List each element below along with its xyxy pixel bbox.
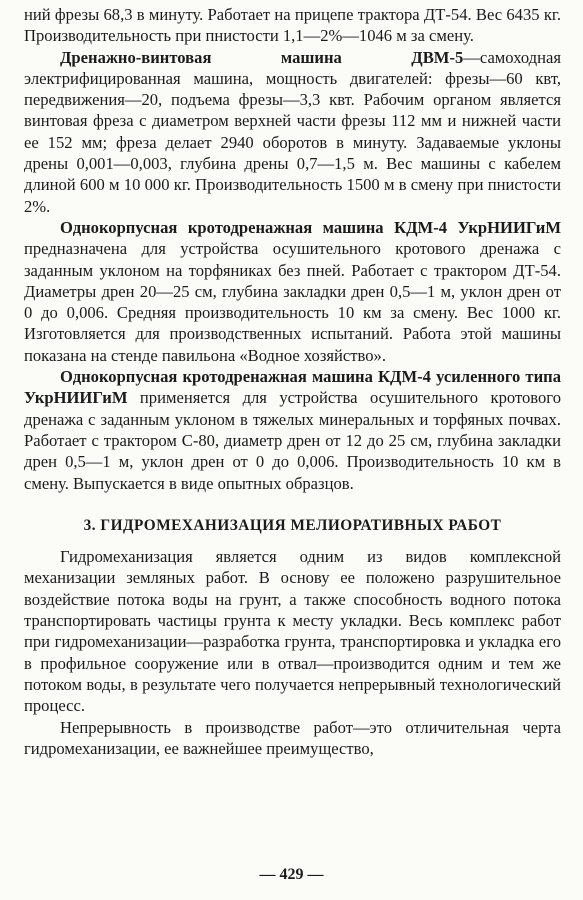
paragraph-kdm4-reinforced <box>24 366 561 494</box>
paragraph-continuity: Непрерывность в производстве работ—это отличительная черта гидромеханизации, ее важнейшее преимущество, <box>24 717 561 758</box>
paragraph-kdm4 <box>24 217 561 366</box>
paragraph-kdm4-reinforced-text: применяется для устройства осушительного кротового дренажа с заданным уклоном в тяжелых минеральных и торфяных почвах. Работает с трактором С-80, диаметр дрен от 12 до 25 см, глубина закладки дрен 0,5—1 м, уклон дрен от 0 до 0,006. Производительность 10 км в смену. Выпускается в виде опытных образцов. <box>24 388 561 493</box>
machine-name-kdm4: Однокорпусная кротодренажная машина КДМ-4 УкрНИИГиМ <box>60 217 561 237</box>
paragraph-kdm4-text: предназначена для устройства осушительного кротового дренажа с заданным уклоном на торфяниках без пней. Работает с трактором ДТ-54. Диаметры дрен 20—25 см, глубина закладки дрен 0,5—1 м, уклон дрен от 0 до 0,006. Средняя производительность 10 км за смену. Вес 1000 кг. Изготовляется для производственных испытаний. Работа этой машины показана на стенде павильона «Водное хозяйство». <box>24 239 561 365</box>
page-number: — 429 — <box>259 866 324 883</box>
paragraph-hydromechanization: Гидромеханизация является одним из видов комплексной механизации земляных работ. В основу ее положено разрушительное воздействие потока воды на грунт, а также способность водного потока транспортировать частицы грунта к месту укладки. Весь комплекс работ при гидромеханизации—разработка грунта, транспортировка и укладка его в профильное сооружение или в отвал—производится одним и тем же потоком воды, в результате чего получается непрерывный технологический процесс. <box>24 547 561 716</box>
machine-name-kdm4-reinforced: Однокорпусная кротодренажная машина КДМ-4 усиленного типа УкрНИИГиМ <box>24 367 561 408</box>
paragraph-continuation: ний фрезы 68,3 в минуту. Работает на прицепе трактора ДТ-54. Вес 6435 кг. Производительность при пнистости 1,1—2%—1046 м за смену. <box>24 5 561 46</box>
page-body <box>24 4 561 759</box>
section-heading: 3. ГИДРОМЕХАНИЗАЦИЯ МЕЛИОРАТИВНЫХ РАБОТ <box>83 516 502 534</box>
paragraph-dvm5-text: —самоходная электрифицированная машина, мощность двигателей: фрезы—60 квт, передвижения—20, подъема фрезы—3,3 квт. Рабочим органом является винтовая фреза с диаметром верхней части фрезы 112 мм и нижней части ее 152 мм; фреза делает 2940 оборотов в минуту. Задаваемые уклоны дрены 0,001—0,003, глубина дрены 0,7—1,5 м. Вес машины с кабелем длиной 600 м 10 000 кг. Производительность 1500 м в смену при пнистости 2%. <box>24 47 561 216</box>
paragraph-dvm5 <box>24 47 561 217</box>
machine-name-dvm5: Дренажно-винтовая машина ДВМ-5 <box>60 47 464 67</box>
